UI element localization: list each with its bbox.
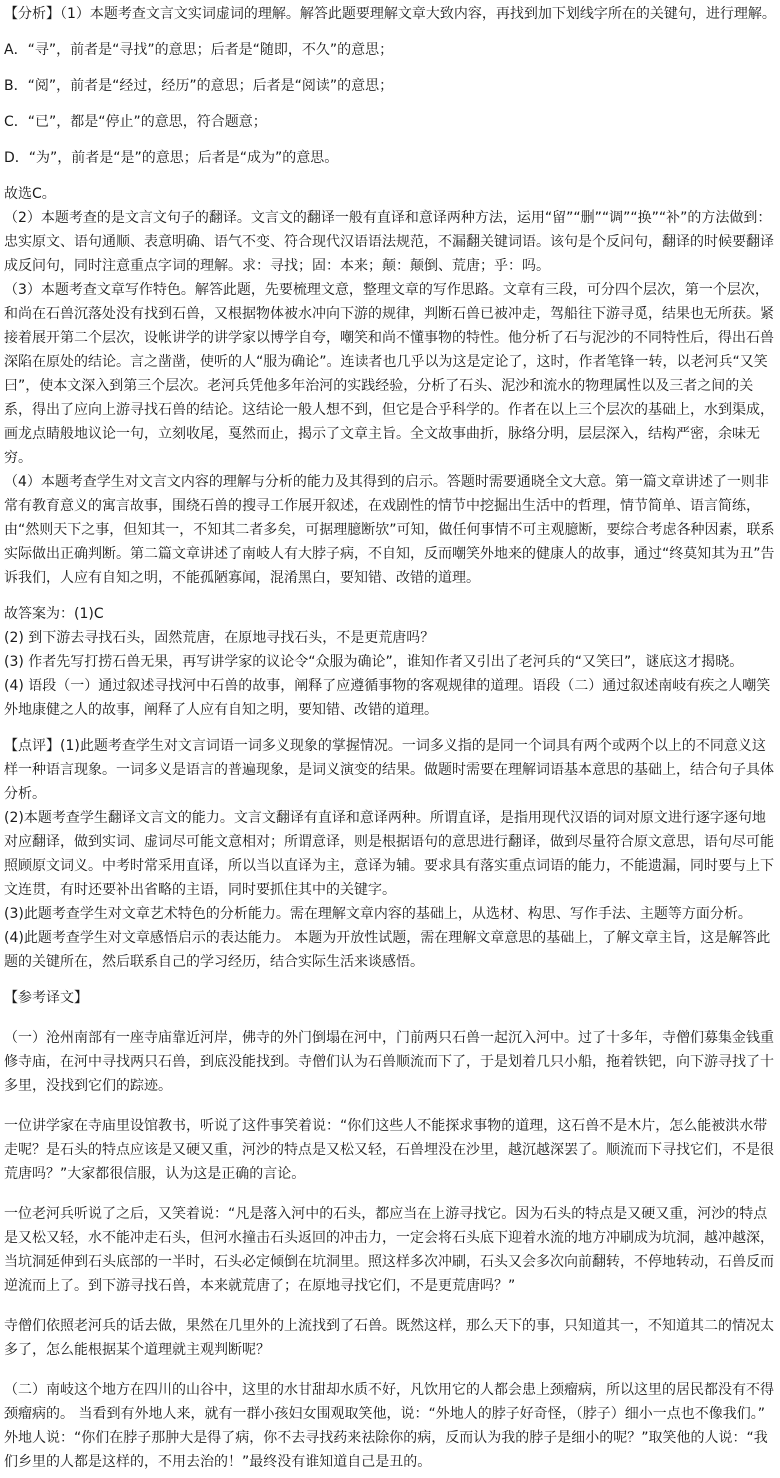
- comment-2: (2)本题考查学生翻译文言文的能力。文言文翻译有直译和意译两种。所谓直译，是指用现代汉语的词对原文进行逐字逐句地对应翻译，做到实词、虚词尽可能文意相对；所谓意译，则是根据语句的意思进行翻译，做到尽量符合原文意思，语句尽可能照顾原文词义。中考时常采用直译，所以当以直译为主，意译为辅。要求具有落实重点词语的能力，不能遗漏，同时要与上下文连贯，有时还要补出省略的主语，同时要抓住其中的关键字。: [4, 810, 774, 898]
- translation-paragraph-2: 一位讲学家在寺庙里设馆教书，听说了这件事笑着说：“你们这些人不能探求事物的道理，这石兽不是木片，怎么能被洪水带走呢？是石头的特点应该是又硬又重，河沙的特点是又松又轻，石兽埋没在沙里，越沉越深罢了。顺流而下寻找它们，不是很荒唐吗？”大家都很信服，认为这是正确的言论。: [4, 1118, 774, 1182]
- answers-section: [4, 602, 776, 722]
- analysis-section: [4, 0, 776, 590]
- option-a: A．“寻”，前者是“寻找”的意思；后者是“随即，不久”的意思；: [4, 42, 394, 58]
- answer-3: (3) 作者先写打捞石兽无果，再写讲学家的议论令“众服为确论”，谁知作者又引出了老河兵的“又笑曰”，谜底这才揭晓。: [4, 654, 744, 670]
- comment-4: (4)此题考查学生对文章感悟启示的表达能力。 本题为开放性试题，需在理解文章意思的基础上，了解文章主旨，这是解答此题的关键所在，然后联系自己的学习经历，结合实际生活来谈感悟。: [4, 930, 771, 970]
- answer-2: (2) 到下游去寻找石头，固然荒唐，在原地寻找石头，不是更荒唐吗？: [4, 630, 435, 646]
- analysis-conclusion: 故选C。: [4, 186, 56, 202]
- translation-paragraph-4: 寺僧们依照老河兵的话去做，果然在几里外的上流找到了石兽。既然这样，那么天下的事，只知道其一，不知道其二的情况太多了，怎么能根据某个道理就主观判断呢？: [4, 1318, 774, 1358]
- translation-paragraph-3: 一位老河兵听说了之后，又笑着说：“凡是落入河中的石头，都应当在上游寻找它。因为石头的特点是又硬又重，河沙的特点是又松又轻，水不能冲走石头，但河水撞击石头返回的冲击力，一定会将石头底下迎着水流的地方冲刷成为坑洞，越冲越深，当坑洞延伸到石头底部的一半时，石头必定倾倒在坑洞里。照这样多次冲刷，石头又会多次向前翻转，不停地转动，石兽反而逆流而上了。到下游寻找石兽，本来就荒唐了；在原地寻找它们，不是更荒唐吗？”: [4, 1206, 774, 1294]
- option-d: D．“为”，前者是“是”的意思；后者是“成为”的意思。: [4, 150, 339, 166]
- analysis-q4: （4）本题考查学生对文言文内容的理解与分析的能力及其得到的启示。答题时需要通晓全文大意。第一篇文章讲述了一则非常有教育意义的寓言故事，围绕石兽的搜寻工作展开叙述，在戏剧性的情节中挖掘出生活中的哲理，情节简单、语言简练，由“然则天下之事，但知其一，不知其二者多矣，可据理臆断欤”可知，做任何事情不可主观臆断，要综合考虑各种因素，联系实际做出正确判断。第二篇文章讲述了南岐人有大脖子病，不自知，反而嘲笑外地来的健康人的故事，通过“终莫知其为丑”告诉我们，人应有自知之明，不能孤陋寡闻，混淆黑白，要知错、改错的道理。: [4, 474, 775, 586]
- answer-4: (4) 语段（一）通过叙述寻找河中石兽的故事，阐释了应遵循事物的客观规律的道理。语段（二）通过叙述南岐有疾之人嘲笑外地康健之人的故事，阐释了人应有自知之明，要知错、改错的道理。: [4, 678, 771, 718]
- comment-3: (3)此题考查学生对文章艺术特色的分析能力。需在理解文章内容的基础上，从选材、构思、写作手法、主题等方面分析。: [4, 906, 752, 922]
- option-b: B．“阅”，前者是“经过，经历”的意思；后者是“阅读”的意思；: [4, 78, 394, 94]
- translation-section: [4, 986, 776, 1474]
- analysis-intro: 【分析】（1）本题考查文言文实词虚词的理解。解答此题要理解文章大致内容，再找到加下划线字所在的关键句，进行理解。: [4, 6, 776, 22]
- option-c: C．“已”，都是“停止”的意思，符合题意；: [4, 114, 267, 130]
- translation-paragraph-5: （二）南岐这个地方在四川的山谷中，这里的水甘甜却水质不好，凡饮用它的人都会患上颈瘤病，所以这里的居民都没有不得颈瘤病的。 当看到有外地人来，就有一群小孩妇女围观取笑他，说：“外地人的脖子好奇怪，（脖子）细小一点也不像我们。” 外地人说：“你们在脖子那肿大是得了病，你不去寻找药来祛除你的病，反而认为我的脖子是细小的呢？”取笑他的人说：“我们乡里的人都是这样的，不用去治的！”最终没有谁知道自己是丑的。: [4, 1382, 774, 1470]
- analysis-q2: （2）本题考查的是文言文句子的翻译。文言文的翻译一般有直译和意译两种方法，运用“留”“删”“调”“换”“补”的方法做到：忠实原文、语句通顺、表意明确、语气不变、符合现代汉语语法规范，不漏翻关键词语。该句是个反问句，翻译的时候要翻译成反问句，同时注意重点字词的理解。求：寻找；固：本来；颠：颠倒、荒唐；乎：吗。: [4, 210, 774, 274]
- answer-1: 故答案为：(1)C: [4, 606, 104, 622]
- translation-paragraph-1: （一）沧州南部有一座寺庙靠近河岸，佛寺的外门倒塌在河中，门前两只石兽一起沉入河中。过了十多年，寺僧们募集金钱重修寺庙，在河中寻找两只石兽，到底没能找到。寺僧们认为石兽顺流而下了，于是划着几只小船，拖着铁钯，向下游寻找了十多里，没找到它们的踪迹。: [4, 1030, 774, 1094]
- translation-title: 【参考译文】: [4, 990, 88, 1006]
- comment-section: [4, 734, 776, 974]
- comment-1: 【点评】(1)此题考查学生对文言词语一词多义现象的掌握情况。一词多义指的是同一个词具有两个或两个以上的不同意义这样一种语言现象。一词多义是语言的普遍现象，是词义演变的结果。做题时需要在理解词语基本意思的基础上，结合句子具体分析。: [4, 738, 774, 802]
- analysis-q3: （3）本题考查文章写作特色。解答此题，先要梳理文意，整理文章的写作思路。文章有三段，可分四个层次，第一个层次，和尚在石兽沉落处没有找到石兽，又根据物体被水冲向下游的规律，判断石兽已被冲走，驾船往下游寻觅，结果也无所获。紧接着展开第二个层次，设帐讲学的讲学家以博学自夸，嘲笑和尚不懂事物的特性。他分析了石与泥沙的不同特性后，得出石兽深陷在原处的结论。言之凿凿，使听的人“服为确论”。连读者也几乎以为这是定论了，这时，作者笔锋一转，以老河兵“又笑曰”，使本文深入到第三个层次。老河兵凭他多年治河的实践经验，分析了石头、泥沙和流水的物理属性以及三者之间的关系，得出了应向上游寻找石兽的结论。这结论一般人想不到，但它是合乎科学的。作者在以上三个层次的基础上，水到渠成，画龙点睛般地议论一句，立刻收尾，戛然而止，揭示了文章主旨。全文故事曲折，脉络分明，层层深入，结构严密，余味无穷。: [4, 282, 774, 466]
